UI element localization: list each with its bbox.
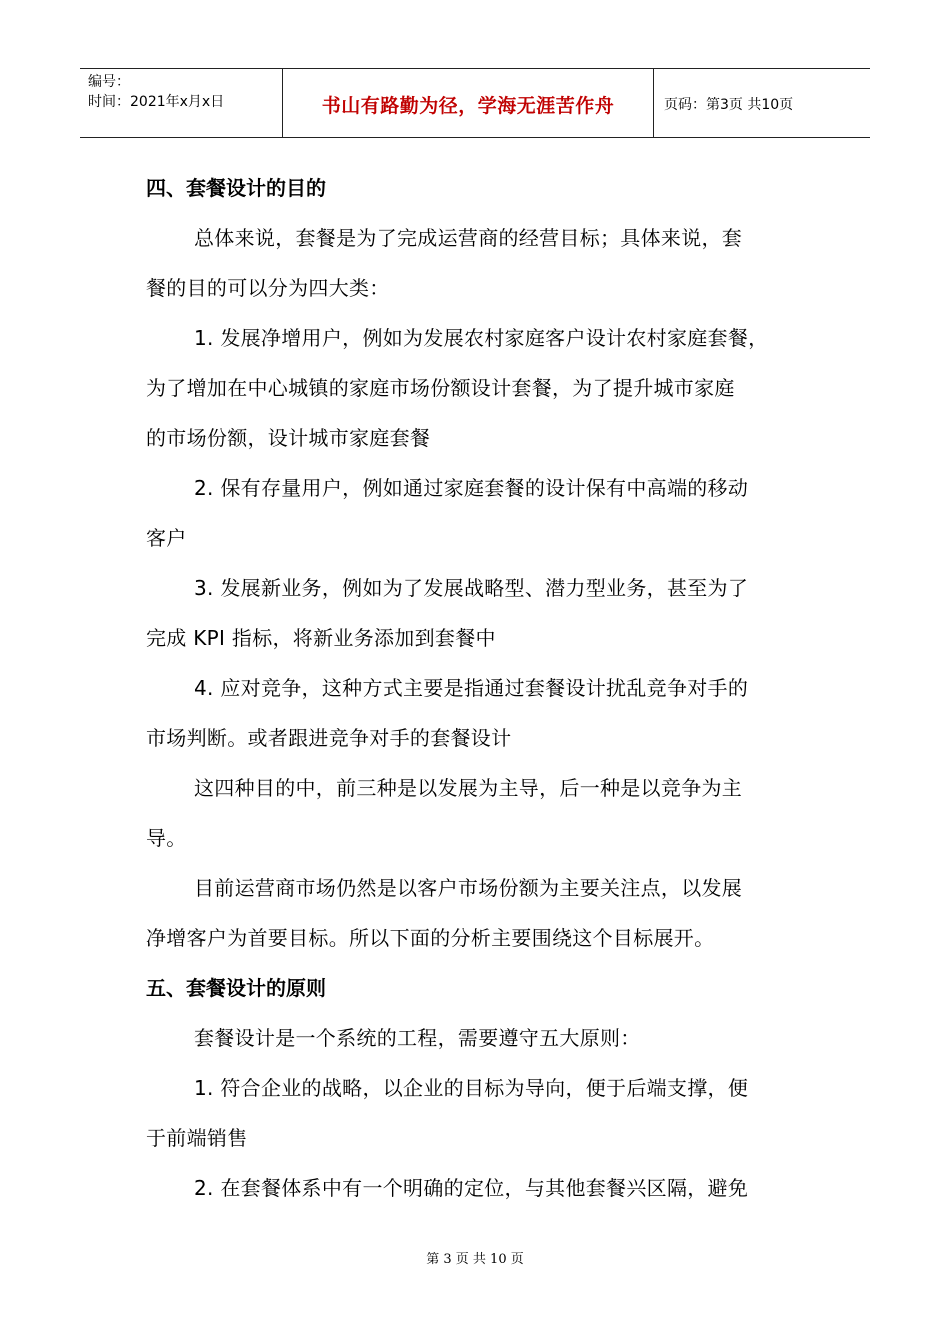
document-time-label: 时间：2021年x月x日 <box>88 94 225 110</box>
header-meta-cell <box>80 69 283 137</box>
paragraph-line: 完成 KPI 指标，将新业务添加到套餐中 <box>146 626 496 650</box>
paragraph-line: 的市场份额，设计城市家庭套餐 <box>146 426 431 450</box>
paragraph-line: 导。 <box>146 826 187 850</box>
document-number-label: 编号： <box>88 74 130 90</box>
page-footer: 第 3 页 共 10 页 <box>426 1252 524 1267</box>
section-heading-principles: 五、套餐设计的原则 <box>146 976 326 1000</box>
paragraph-line: 餐的目的可以分为四大类： <box>146 276 390 300</box>
page-header <box>80 68 870 138</box>
paragraph-line: 2. 在套餐体系中有一个明确的定位，与其他套餐兴区隔，避免 <box>194 1176 749 1200</box>
paragraph-line: 1. 发展净增用户，例如为发展农村家庭客户设计农村家庭套餐， <box>194 326 769 350</box>
paragraph-line: 于前端销售 <box>146 1126 248 1150</box>
header-page-cell <box>654 69 870 137</box>
paragraph-line: 1. 符合企业的战略，以企业的目标为导向，便于后端支撑，便 <box>194 1076 749 1100</box>
paragraph-line: 客户 <box>146 526 187 550</box>
paragraph-line: 为了增加在中心城镇的家庭市场份额设计套餐，为了提升城市家庭 <box>146 376 735 400</box>
section-heading-purpose: 四、套餐设计的目的 <box>146 176 326 200</box>
paragraph-line: 4. 应对竞争，这种方式主要是指通过套餐设计扰乱竞争对手的 <box>194 676 749 700</box>
paragraph-line: 3. 发展新业务，例如为了发展战略型、潜力型业务，甚至为了 <box>194 576 749 600</box>
paragraph-line: 2. 保有存量用户，例如通过家庭套餐的设计保有中高端的移动 <box>194 476 749 500</box>
paragraph-line: 套餐设计是一个系统的工程，需要遵守五大原则： <box>194 1026 641 1050</box>
header-motto-cell <box>283 69 654 137</box>
paragraph-line: 市场判断。或者跟进竞争对手的套餐设计 <box>146 726 512 750</box>
paragraph-line: 目前运营商市场仍然是以客户市场份额为主要关注点，以发展 <box>194 876 743 900</box>
paragraph-line: 这四种目的中，前三种是以发展为主导，后一种是以竞争为主 <box>194 776 743 800</box>
header-motto: 书山有路勤为径，学海无涯苦作舟 <box>321 95 615 117</box>
paragraph-line: 净增客户为首要目标。所以下面的分析主要围绕这个目标展开。 <box>146 926 715 950</box>
header-page-info: 页码：第3页 共10页 <box>664 97 794 113</box>
paragraph-line: 总体来说，套餐是为了完成运营商的经营目标；具体来说，套 <box>194 226 743 250</box>
